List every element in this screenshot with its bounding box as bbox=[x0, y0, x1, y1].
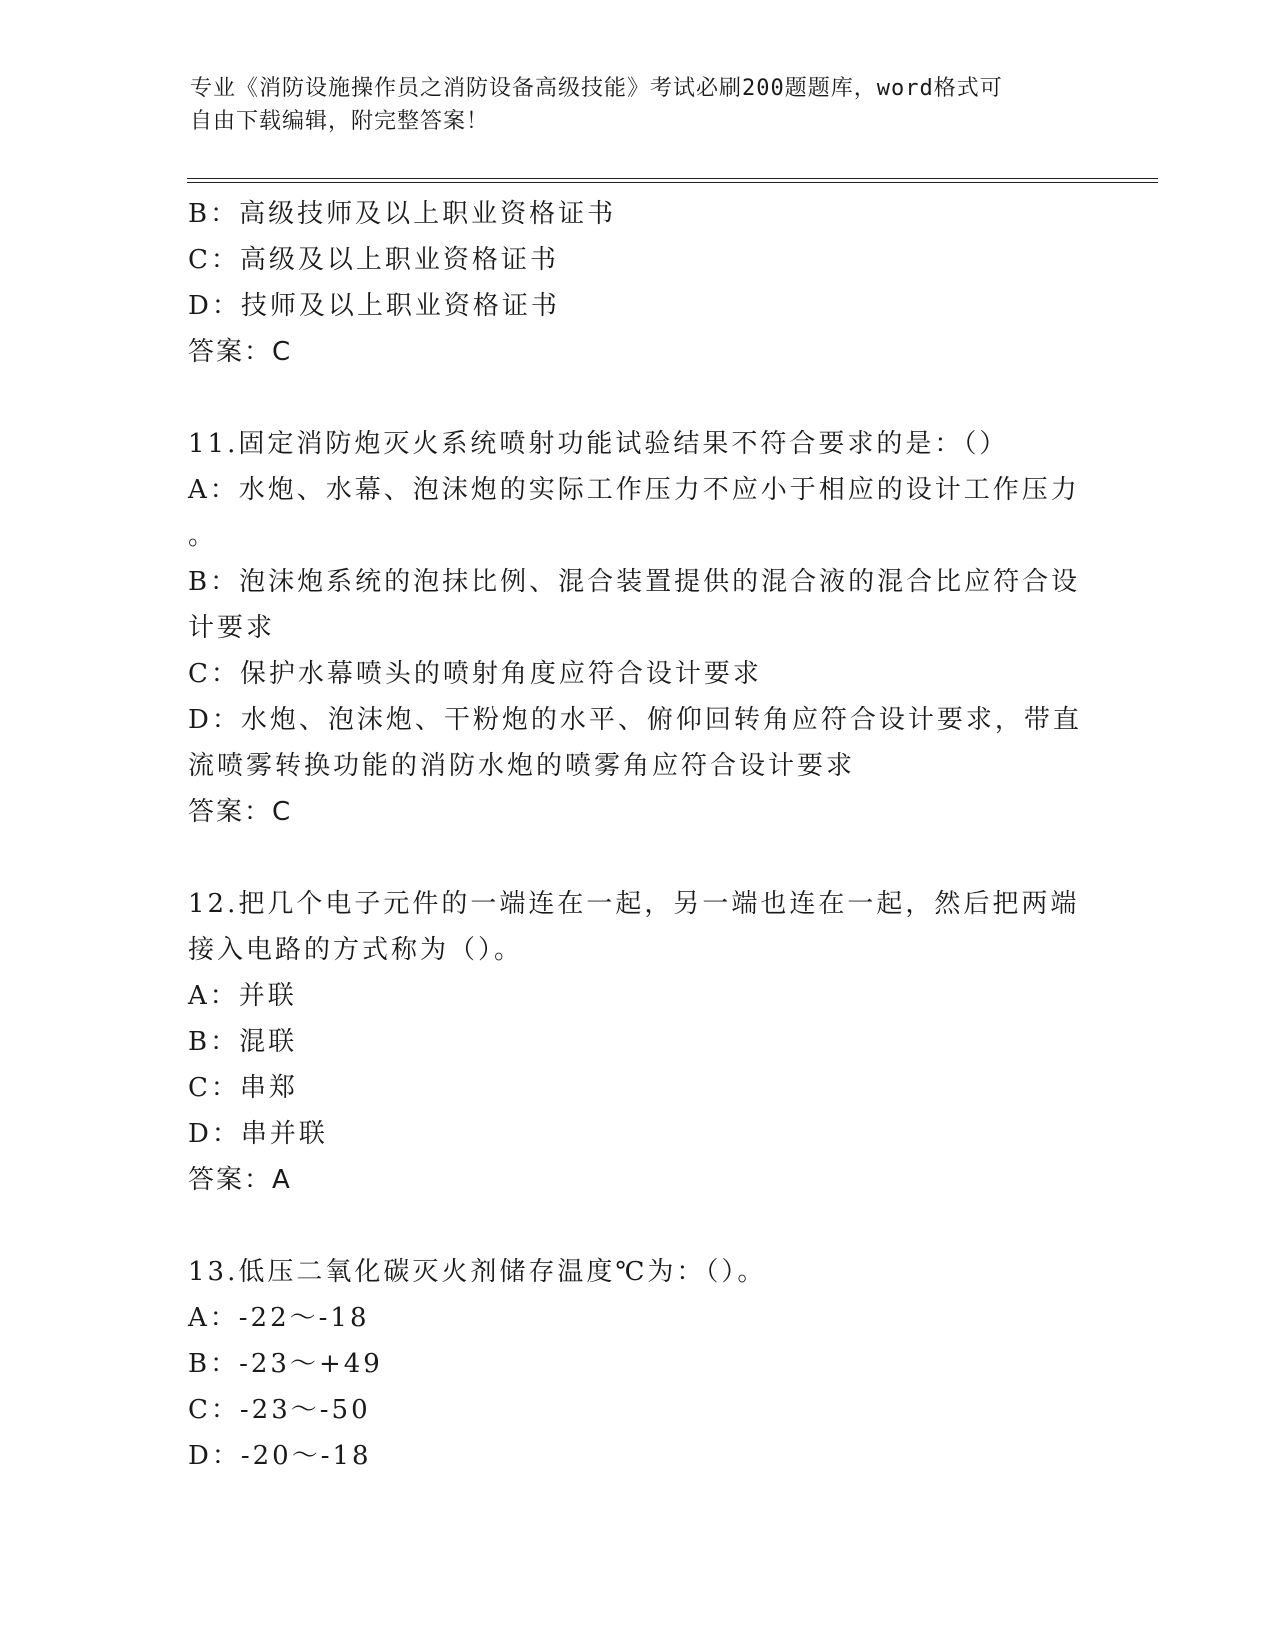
option-d: D：-20～-18 bbox=[188, 1441, 372, 1471]
question-11 bbox=[188, 421, 1088, 835]
question-10 bbox=[188, 191, 1088, 375]
option-b-continued: 计要求 bbox=[188, 613, 276, 643]
option-c: C：高级及以上职业资格证书 bbox=[188, 245, 559, 275]
option-c: C：串郑 bbox=[188, 1073, 298, 1103]
header-divider-top bbox=[187, 178, 1158, 179]
question-text-continued: 接入电路的方式称为（）。 bbox=[188, 935, 524, 965]
answer: 答案：C bbox=[188, 337, 293, 367]
answer: 答案：A bbox=[188, 1165, 292, 1195]
question-text: 11.固定消防炮灭火系统喷射功能试验结果不符合要求的是：（） bbox=[188, 429, 1009, 459]
question-text: 13.低压二氧化碳灭火剂储存温度℃为：（）。 bbox=[188, 1257, 767, 1287]
header-line-1: 专业《消防设施操作员之消防设备高级技能》考试必刷200题题库，word格式可 bbox=[190, 76, 1003, 101]
question-13 bbox=[188, 1249, 1088, 1479]
header-line-2: 自由下载编辑，附完整答案！ bbox=[190, 109, 490, 134]
option-a-continued: 。 bbox=[188, 521, 218, 551]
question-text: 12.把几个电子元件的一端连在一起，另一端也连在一起，然后把两端 bbox=[188, 889, 1080, 919]
header-divider-bottom bbox=[187, 182, 1158, 183]
option-b: B：高级技师及以上职业资格证书 bbox=[188, 199, 617, 229]
option-d: D：技师及以上职业资格证书 bbox=[188, 291, 560, 321]
option-a: A：水炮、水幕、泡沫炮的实际工作压力不应小于相应的设计工作压力 bbox=[188, 475, 1080, 505]
option-a: A：-22～-18 bbox=[188, 1303, 370, 1333]
question-list bbox=[188, 191, 1088, 1479]
option-b: B：-23～+49 bbox=[188, 1349, 383, 1379]
option-b: B：泡沫炮系统的泡抹比例、混合装置提供的混合液的混合比应符合设 bbox=[188, 567, 1081, 597]
question-12 bbox=[188, 881, 1088, 1203]
option-c: C：-23～-50 bbox=[188, 1395, 371, 1425]
answer: 答案：C bbox=[188, 797, 293, 827]
option-c: C：保护水幕喷头的喷射角度应符合设计要求 bbox=[188, 659, 762, 689]
option-d-continued: 流喷雾转换功能的消防水炮的喷雾角应符合设计要求 bbox=[188, 751, 856, 781]
option-d: D：水炮、泡沫炮、干粉炮的水平、俯仰回转角应符合设计要求，带直 bbox=[188, 705, 1082, 735]
option-a: A：并联 bbox=[188, 981, 297, 1011]
option-d: D：串并联 bbox=[188, 1119, 328, 1149]
option-b: B：混联 bbox=[188, 1027, 298, 1057]
document-header bbox=[190, 72, 1090, 138]
